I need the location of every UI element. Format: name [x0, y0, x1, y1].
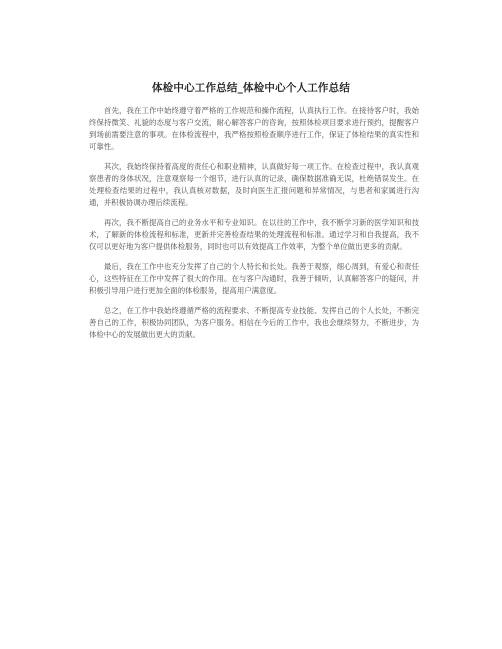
- document-body: [89, 105, 419, 349]
- paragraph-2: 其次，我始终保持着高度的责任心和职业精神，认真做好每一项工作。在检查过程中，我认真观察患者的身体状况，注意观察每一个细节，进行认真的记录，确保数据准确无误，杜绝错误发生。在处理检查结果的过程中，我认真核对数据，及时向医生汇报问题和异常情况，与患者和家属进行沟通，并积极协调办理后续流程。: [89, 162, 419, 207]
- document-title: 体检中心工作总结_体检中心个人工作总结: [151, 82, 351, 94]
- paragraph-4: 最后，我在工作中也充分发挥了自己的个人特长和长处。我善于观察，细心周到，有爱心和责任心，这些特征在工作中发挥了很大的作用。在与客户沟通时，我善于倾听，认真解答客户的疑问，并积极引导用户进行更加全面的体检服务，提高用户满意度。: [89, 262, 419, 295]
- paragraph-3: 再次，我不断提高自己的业务水平和专业知识。在以往的工作中，我不断学习新的医学知识和技术，了解新的体检流程和标准，更新并完善检查结果的处理流程和标准。通过学习和自我提高，我不仅可以更好地为客户提供体检服务，同时也可以有效提高工作效率，为整个单位做出更多的贡献。: [89, 218, 419, 251]
- paragraph-1: 首先，我在工作中始终遵守着严格的工作规范和操作流程，认真执行工作。在接待客户时，我始终保持微笑、礼貌的态度与客户交流，耐心解答客户的咨询，按照体检项目要求进行预约，提醒客户到场前需要注意的事项。在体检流程中，我严格按照检查顺序进行工作，保证了体检结果的真实性和可靠性。: [89, 106, 419, 151]
- paragraph-5: 总之，在工作中我始终遵循严格的流程要求、不断提高专业技能、发挥自己的个人长处，不断完善自己的工作，积极协同团队，为客户服务。相信在今后的工作中，我也会继续努力，不断进步，为体检中心的发展做出更大的贡献。: [89, 306, 419, 339]
